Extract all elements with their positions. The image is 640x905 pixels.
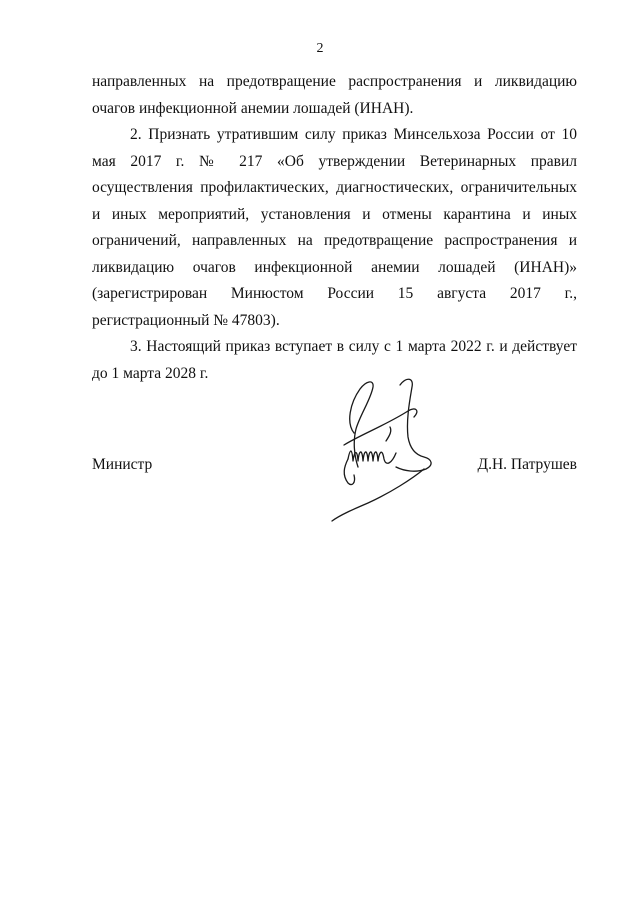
signer-name: Д.Н. Патрушев [477,456,577,473]
handwritten-signature [326,375,438,523]
signature-block [92,452,577,482]
paragraph-continuation: направленных на предотвращение распространения и ликвидацию очагов инфекционной анемии лошадей (ИНАН). [92,73,577,117]
paragraph-item-3: 3. Настоящий приказ вступает в силу с 1 марта 2022 г. и действует до 1 марта 2028 г. [92,338,577,382]
document-body [92,69,577,387]
signer-title: Министр [92,456,153,473]
page-number: 2 [316,41,324,56]
paragraph-item-2: 2. Признать утратившим силу приказ Минсельхоза России от 10 мая 2017 г. № 217 «Об утверждении Ветеринарных правил осуществления профилактических, диагностических, ограничительных и иных мероприятий, установления и отмены карантина и иных ограничений, направленных на предотвращение распространения и ликвидацию очагов инфекционной анемии лошадей (ИНАН)» (зарегистрирован Минюстом России 15 августа 2017 г., регистрационный № 47803). [92,126,577,329]
